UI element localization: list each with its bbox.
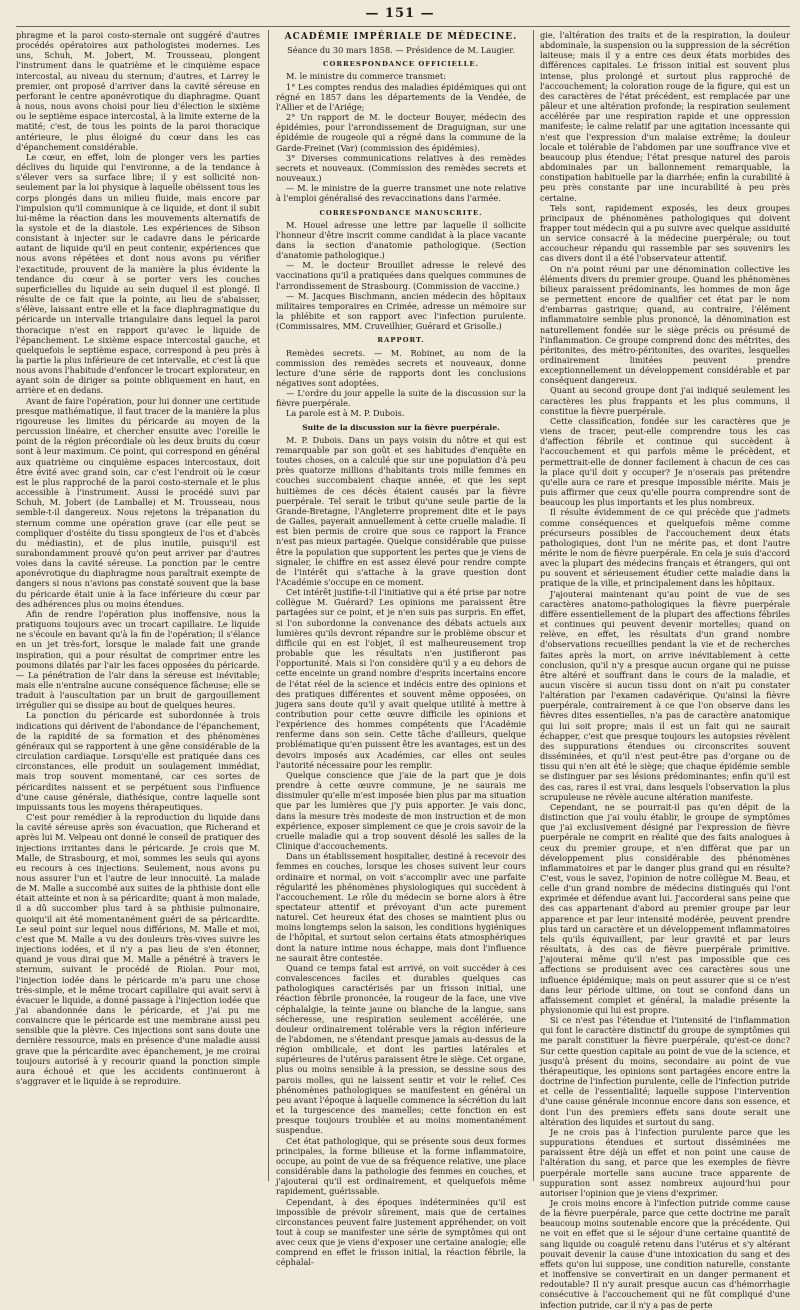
paragraph: phragme et la paroi costo-sternale ont suggéré d'autres procédés opératoires aux pathologistes modernes. Les uns, Schuh, M. Jobert, M. Trousseau, plongent l'instrument dans le quatrième et le cinquième espace intercostal, au niveau du sternum; d'autres, et Larrey le premier, ont proposé d'arriver dans la cavité séreuse en perforant le centre aponévrotique du diaphragme. Quant à nous, nous avons choisi pour lieu d'élection le sixième ou le septième espace intercostal, à la limite externe de la matité; c'est, de tous les points de la paroi thoracique antérieure, le plus éloigné du cœur dans les cas d'épanchement considérable. (16, 30, 260, 152)
paragraph: Quand ce temps fatal est arrivé, on voit succéder à ces convalescences faciles et durables quelques cas pathologiques caractérisés par un frisson initial, une réaction fébrile prononcée, la rougeur de la face, une vive céphalalgie, la teinte jaune ou blanche de la langue, sans sécheresse, une respiration seulement accélérée, une douleur ordinairement tolérable vers la région inférieure de l'abdomen, ne s'étendant presque jamais au-dessus de la région ombilicale, et dont les parties latérales et supérieures de l'utérus paraissent être le siège. Cet organe, plus ou moins sensible à la pression, se dessine sous des parois molles, qui ne laissent sentir et voir le relief. Ces phénomènes pathologiques se manifestent en général un peu avant l'époque à laquelle commence la sécrétion du lait et la turgescence des mamelles; cette fonction en est presque toujours troublée et au moins momentanément suspendue. (276, 962, 526, 1136)
paragraph: Si ce n'est pas l'étendue et l'intensité de l'inflammation qui font le caractère distinctif du groupe de symptômes qui me paraît constituer la fièvre puerpérale, qu'est-ce donc? Sur cette question capitale au point de vue de la science, et jusqu'à présent du moins, secondaire au point de vue thérapeutique, les opinions sont partagées encore entre la doctrine de l'infection purulente, celle de l'infection putride et celle de l'essentialité; laquelle suppose l'intervention d'une cause générale inconnue encore dans son essence, et dont l'un des premiers effets sans doute serait une altération des liquides et surtout du sang. (540, 1015, 790, 1127)
page-number: — 151 — (365, 6, 435, 21)
paragraph: — M. Jacques Bischmann, ancien médecin des hôpitaux militaires temporaires en Crimée, adresse un mémoire sur la phlébite et son rapport avec l'infection purulente. (Commissaires, MM. Cruveilhier, Guérard et Grisolle.) (276, 290, 526, 332)
session-line: Séance du 30 mars 1858. — Présidence de M. Laugier. (287, 45, 515, 56)
paragraph: Quelque conscience que j'aie de la part que je dois prendre à cette œuvre commune, je ne saurais me dissimuler qu'elle m'est imposée bien plus par ma situation que par les lumières que j'y puis apporter. Je vais donc, dans la mesure très modeste de mon instruction et de mon expérience, exposer simplement ce que je crois savoir de la cruelle maladie qui a trop souvent désolé les salles de la Clinique d'accouchements. (276, 769, 526, 852)
paragraph: Cependant, ne se pourrait-il pas qu'en dépit de la distinction que j'ai voulu établir, le groupe de symptômes que j'ai exclusivement désigné par l'expression de fièvre puerpérale ne comprit en réalité que des faits analogues à ceux du premier groupe, et n'en diffèrat que par un développement plus considérable des phénomènes inflammatoires et par le danger plus grand qui en résulte? C'est, vous le savez, l'opinion de notre collègue M. Beau, et celle d'un grand nombre de médecins distingués qui l'ont exprimée et défendue avant lui. J'accorderai sans peine que des cas appartenant d'abord au premier groupe par leur apparence et par leur intensité modérée, peuvent prendre plus tard un caractère et un développement inflammatoires tels qu'ils équivaillent, par leur gravité et par leurs résultats, à des cas de fièvre puerpérale primitive. J'ajouterai même qu'il n'est pas impossible que ces affections se produisent avec ces caractères sous une influence épidémique; mais on peut assurer que si ce n'est dans leur période ultime, on tout se confond dans un affaissement complet et général, la maladie présente la physionomie qui lui est propre. (540, 801, 790, 1015)
paragraph: gie, l'altération des traits et de la respiration, la douleur abdominale, la suspension ou la suppression de la sécrétion laiteuse; mais il y a entre ces deux états morbides des différences capitales. Le frisson initial est souvent plus intense, plus prolongé et surtout plus rapproché de l'accouchement; la coloration rouge de la figure, qui est un des caractères de l'état précédent, est remplacée par une pâleur et une altération profonde; la respiration seulement accélérée par une respiration rapide et une oppression manifeste; le calme relatif par une agitation incessante qui n'est que l'expression d'un malaise extrême; la douleur locale et tolérable de l'abdomen par une souffrance vive et beaucoup plus étendue; l'état presque naturel des parois abdominales par un ballonnement remarquable, la constipation habituelle par la diarrhée; enfin la curabilité à peu près constante par une incurabilité à peu près certaine. (540, 30, 790, 203)
paragraph: On n'a point réuni par une dénomination collective les éléments divers du premier groupe. Quand les phénomènes bilieux paraissent prédominants, les hommes de mon âge se permettent encore de qualifier cet état par le nom d'embarras gastrique; quand, au contraire, l'élément inflammatoire semble plus prononcé, la dénomination est naturellement fondée sur le siège précis ou présumé de l'inflammation. Ce groupe comprend donc des métrites, des péritonites, des métro-péritonites, des ovarites, lesquelles ordinairement limitées peuvent prendre exceptionnellement un développement considérable et par conséquent dangereux. (540, 263, 790, 386)
paragraph: — M. le docteur Brouillet adresse le relevé des vaccinations qu'il a pratiquées dans quelques communes de l'arrondissement de Strasbourg. (Commission de vaccine.) (276, 260, 526, 291)
paragraph: — M. le ministre de la guerre transmet une note relative à l'emploi généralisé des revaccinations dans l'armée. (276, 183, 526, 204)
column-middle (276, 30, 526, 1268)
column-divider (268, 30, 269, 1181)
section-heading-academie: ACADÉMIE IMPÉRIALE DE MÉDECINE. (284, 32, 518, 42)
paragraph: Tels sont, rapidement exposés, les deux groupes principaux de phénomènes pathologiques qui doivent frapper tout médecin qui a pu suivre avec quelque assiduité un service consacré à la médecine puerpérale; ou tout accoucheur répandu qui rassemble par ses souvenirs les cas divers dont il a été l'observateur attentif. (540, 202, 790, 264)
column-divider (533, 30, 534, 1181)
header-rule (16, 26, 790, 27)
paragraph: Afin de rendre l'opération plus inoffensive, nous la pratiquons toujours avec un trocart capillaire. Le liquide ne s'écoule en bavant qu'à la fin de l'opération; il s'élance en un jet très-fort, lorsque le malade fait une grande inspiration, qui a pour résultat de comprimer entre les poumons dilatés par l'air les faces opposées du péricarde. — La pénétration de l'air dans la séreuse est inévitable; mais elle n'entraîne aucune conséquence fâcheuse; elle se traduit à l'auscultation par un bruit de gargouillement irrégulier qui se dissipe au bout de quelques heures. (16, 608, 260, 711)
paragraph: M. Houel adresse une lettre par laquelle il sollicite l'honneur d'être inscrit comme candidat à la place vacante dans la section d'anatomie pathologique. (Section d'anatomie pathologique.) (276, 219, 526, 261)
paragraph: C'est pour remédier à la reproduction du liquide dans la cavité séreuse après son évacuation, que Richerand et après lui M. Velpeau ont donné le conseil de pratiquer des injections irritantes dans le péricarde. Je crois que M. Malle, de Strasbourg, et moi, sommes les seuls qui ayons eu recours à ces injections. Seulement, nous avons pu nous assurer l'un et l'autre de leur innocuité. La malade de M. Malle a succombé aux suites de la phthisie dont elle était atteinte et non à sa péricardite; quant à mon malade, il a dû succomber plus tard à sa phthisie pulmonaire, quoiqu'il ait été momentanément guéri de sa péricardite. Le seul point sur lequel nous différions, M. Malle et moi, c'est que M. Malle a vu des douleurs très-vives suivre les injections iodées, et il n'y a pas lieu de s'en étonner, quand je vous dirai que M. Malle a pénétré à travers le sternum, suivant le procédé de Riolan. Pour moi, l'injection iodée dans le péricarde m'a paru une chose très-simple, et le même trocart capillaire qui avait servi à évacuer le liquide, a donné passage à l'injection iodée que j'ai abandonnée dans le péricarde, et j'ai pu me convaincre que le péricarde est une membrane aussi peu sensible que la plèvre. Ces injections sont sans doute une dernière ressource, mais en présence d'une maladie aussi grave que la péricardite avec épanchement, je me croirai toujours autorisé à y recourir quand la ponction simple aura échoué et que les accidents continueront à s'aggraver et le liquide à se reproduire. (16, 812, 260, 1087)
paragraph: Cet état pathologique, qui se présente sous deux formes principales, la forme bilieuse et la forme inflammatoire, occupe, au point de vue de sa fréquence relative, une place considérable dans la pathologie des femmes en couches, et j'ajouterai qu'il est ordinairement, et quelquefois même rapidement, guérissable. (276, 1135, 526, 1197)
paragraph: Le cœur, en effet, loin de plonger vers les parties déclives du liquide qui l'environne, a de la tendance à s'élever vers sa surface libre; il y est sollicité non-seulement par la loi physique à laquelle obéissent tous les corps plongés dans un milieu fluide, mais encore par l'impulsion qu'il communique à ce liquide, et dont il subit lui-même la réaction dans les mouvements alternatifs de la systole et de la diastole. Les expériences de Sibson consistant à injecter sur le cadavre dans le péricarde autant de liquide qu'il en peut contenir, expériences que nous avons répétées et dont nous avons pu vérifier l'exactitude, prouvent de la manière la plus évidente la tendance du cœur à se porter vers les couches superficielles du liquide au sein duquel il est plongé. Il résulte de ce fait que la pointe, au lieu de s'abaisser, s'élève, laissant entre elle et la face diaphragmatique du péricarde un intervalle triangulaire dans lequel la paroi thoracique n'est en rapport qu'avec le liquide de l'épanchement. Le sixième espace intercostal gauche, et quelquefois le septième espace, correspond à peu près à la partie la plus inférieure de cet intervalle, et c'est là que nous avons l'habitude d'enfoncer le trocart explorateur, en ayant soin de diriger sa pointe obliquement en haut, en arrière et en dedans. (16, 151, 260, 396)
column-left (16, 30, 260, 1185)
subheading-rapport: RAPPORT. (377, 336, 425, 345)
paragraph: — L'ordre du jour appelle la suite de la discussion sur la fièvre puerpérale. (276, 388, 526, 409)
paragraph: 3° Diverses communications relatives à des remèdes secrets et nouveaux. (Commission des remèdes secrets et nouveaux.) (276, 152, 526, 184)
paragraph: Dans un établissement hospitalier, destiné à recevoir des femmes en couches, lorsque les choses suivent leur cours ordinaire et normal, on voit s'accomplir avec une parfaite régularité les phénomènes physiologiques qui succèdent à l'accouchement. Le rôle du médecin se borne alors à être spectateur attentif et prévoyant d'un acte purement naturel. Cet heureux état des choses se maintient plus ou moins longtemps selon la saison, les conditions hygiéniques de l'hôpital, et surtout selon certains états atmosphériques dont la nature intime nous échappe, mais dont l'influence ne saurait être contestée. (276, 851, 526, 963)
paragraph: Il résulte évidemment de ce qui précède que j'admets comme conséquences et quelquefois même comme précurseurs possibles de l'accouchement deux états pathologiques, dont l'un ne mérite pas, et dont l'autre mérite le nom de fièvre puerpérale. En cela je suis d'accord avec la plupart des médecins français et étrangers, qui ont pu souvent et sérieusement étudier cette maladie dans la pratique de la ville, et principalement dans les hôpitaux. (540, 507, 790, 589)
paragraph: Je crois moins encore à l'infection putride comme cause de la fièvre puerpérale, parce que cette doctrine me paraît beaucoup moins soutenable encore que la précédente. Qui ne voit en effet que si le séjour d'une certaine quantité de sang liquide ou coagulé retenu dans l'utérus et s'y altérant pouvait devenir la cause d'une intoxication du sang et des effets qu'on lui suppose, une condition naturelle, constante et inoffensive se convertirait en un danger permanent et redoutable? Il n'y aurait presque aucun cas d'hémorrhagie consécutive à l'accouchement qui ne fût compliqué d'une infection putride, car il n'y a pas de perte (540, 1197, 790, 1310)
paragraph: Je ne crois pas à l'infection purulente parce que les suppurations étendues et surtout disséminées me paraissent être déjà un effet et non point une cause de l'altération du sang, et parce que les exemples de fièvre puerpérale mortelle sans aucune trace apparente de suppuration sont assez nombreux aujourd'hui pour autoriser l'opinion que je viens d'exprimer. (540, 1126, 790, 1198)
paragraph: Remèdes secrets. — M. Robinet, au nom de la commission des remèdes secrets et nouveaux, donne lecture d'une série de rapports dont les conclusions négatives sont adoptées. (276, 347, 526, 388)
subheading-correspondance-officielle: CORRESPONDANCE OFFICIELLE. (323, 60, 479, 69)
paragraph: Cependant, à des époques indéterminées qu'il est impossible de prévoir sûrement, mais que de certaines circonstances peuvent faire justement appréhender, on voit tout à coup se manifester une série de symptômes qui ont avec ceux que je viens d'exposer une certaine analogie; elle comprend en effet le frisson initial, la réaction fébrile, la céphalal- (276, 1196, 526, 1268)
paragraph: 1° Les comptes rendus des maladies épidémiques qui ont régné en 1857 dans les départements de la Vendée, de l'Allier et de l'Ariége; (276, 81, 526, 112)
paragraph: La parole est à M. P. Dubois. (286, 408, 405, 419)
paragraph: Quant au second groupe dont j'ai indiqué seulement les caractères les plus frappants et les plus communs, il constitue la fièvre puerpérale. (540, 385, 790, 416)
paragraph: M. P. Dubois. Dans un pays voisin du nôtre et qui est remarquable par son goût et ses habitudes d'enquête en toutes choses, on a calculé que sur une population d'à peu près quatorze millions d'habitants trois mille femmes en couches succombaient chaque année, et que les sept huitièmes de ces décès étaient causés par la fièvre puerpérale. Tel serait le tribut qu'une seule partie de la Grande-Bretagne, l'Angleterre proprement dite et le pays de Galles, payerait annuellement à cette cruelle maladie. Il est bien permis de croire que sous ce rapport la France n'est pas mieux partagée. Quelque considérable que puisse être la population que supportent les pertes que je viens de signaler, le chiffre en est assez élevé pour rendre compte de l'intérêt qui s'attache à la grave question dont l'Académie s'occupe en ce moment. (276, 434, 526, 587)
paragraph: 2° Un rapport de M. le docteur Bouyer, médecin des épidémies, pour l'arrondissement de Draguignan, sur une épidémie de rougeole qui a régné dans la commune de la Garde-Freinet (Var) (commission des épidémies). (276, 112, 526, 153)
paragraph: M. le ministre du commerce transmet: (286, 71, 446, 82)
paragraph: Cet intérêt justifie-t-il l'initiative qui a été prise par notre collègue M. Guérard? Les opinions me paraissent être partagées sur ce point, et je n'en suis pas surpris. En effet, si l'on subordonne la convenance des débats actuels aux lumières qu'ils devront répandre sur le problème obscur et difficile qui en est l'objet, il est malheureusement trop probable que les résultats n'en justifieront pas l'opportunité. Mais si l'on considère qu'il y a eu dehors de cette enceinte un grand nombre d'esprits incertains encore de l'état réel de la science et indécis entre des opinions et des pratiques différentes et souvent même opposées, on jugera sans doute qu'il y avait quelque utilité à mettre à contribution pour cette œuvre difficile les opinions et l'expérience des hommes compétents que l'Académie renferme dans son sein. Cette tâche d'ailleurs, quelque problématique qu'en puissent être les avantages, est un des devoirs imposés aux Académies, car elles ont seules l'autorité nécessaire pour les remplir. (276, 587, 526, 770)
subheading-correspondance-manuscrite: CORRESPONDANCE MANUSCRITE. (319, 208, 483, 217)
paragraph: La ponction du péricarde est subordonnée à trois indications qui dérivent de l'abondance de l'épanchement, de la rapidité de sa formation et des phénomènes généraux qui se rapportent à une gêne considérable de la circulation cardiaque. Lorsqu'elle est pratiquée dans ces circonstances, elle produit un soulagement immédiat, mais trop souvent momentané, car ces sortes de péricardites naissent et se perpétuent sous l'influence d'une cause générale, diathésique, contre laquelle sont impuissants tous les moyens thérapeutiques. (16, 710, 260, 812)
subheading-discussion: Suite de la discussion sur la fièvre puerpérale. (302, 422, 500, 432)
paragraph: J'ajouterai maintenant qu'au point de vue de ses caractères anatomo-pathologiques la fièvre puerpérale diffère essentiellement de la plupart des affections fébriles et continues qui peuvent devenir mortelles; quand on relève, en effet, les résultats d'un grand nombre d'observations recueillies pendant la vie et de recherches faites après la mort, on arrive inévitablement à cette conclusion, qu'il n'y a presque aucun organe qui ne puisse être altéré et souffrant dans le cours de la maladie, et aucun viscère si aucun tissu dont on n'ait pu constater l'altération par l'examen cadavérique. Qu'ainsi la fièvre puerpérale, contrairement à ce que l'on observe dans les fièvres dites essentielles, n'a pas de caractère anatomique qui lui soit propre; mais il est un fait qui ne saurait échapper, c'est que presque toujours les autopsies révèlent des suppurations étendues ou circonscrites souvent disséminées, et qu'il n'est peut-être pas d'organe ou de tissu qui n'en ait été le siège; que chaque épidémie semble se distinguer par ses lésions prédominantes; enfin qu'il est des cas, rares il est vrai, dans lesquels l'observation la plus scrupuleuse ne révèle aucune altération manifeste. (540, 588, 790, 802)
paragraph: Cette classification, fondée sur les caractères que je viens de tracer, peut-elle comprendre tous les cas d'affection fébrile et continue qui succèdent à l'accouchement et qui parfois même le précèdent, et permettrait-elle de donner facilement à chacun de ces cas la place qu'il doit y occuper? Je n'oserais pas prétendre qu'elle aura ce rare et presque impossible mérite. Mais je puis affirmer que ceux qu'elle pourra comprendre sont de beaucoup les plus importants et les plus nombreux. (540, 415, 790, 508)
paragraph: Avant de faire l'opération, pour lui donner une certitude presque mathématique, il faut tracer de la manière la plus rigoureuse les limites du péricarde au moyen de la percussion linéaire, et chercher ensuite avec l'oreille le point de la région précordiale où les deux bruits du cœur sont à leur maximum. Ce point, qui correspond en général aux quatrième ou cinquième espaces intercostaux, doit être évité avec grand soin, car c'est l'endroit où le cœur est le plus rapproché de la paroi costo-sternale et le plus accessible à l'instrument. Aussi le procédé suivi par Schuh, M. Jobert (de Lamballe) et M. Trousseau, nous semble-t-il dangereux. Nous rejetons la trépanation du sternum comme une opération grave (car elle peut se compliquer d'ostéite du tissu spongieux de l'os et d'abcès du médiastin), et de plus inutile, puisqu'il est surabondamment prouvé qu'on peut arriver par d'autres voies dans la cavité séreuse. La ponction par le centre aponévrotique du diaphragme nous paraîtrait exempte de dangers si nous n'avions pas constaté souvent que la base du péricarde était unie à la face inférieure du cœur par des adhérences plus ou moins étendues. (16, 395, 260, 609)
column-right (540, 30, 790, 1310)
